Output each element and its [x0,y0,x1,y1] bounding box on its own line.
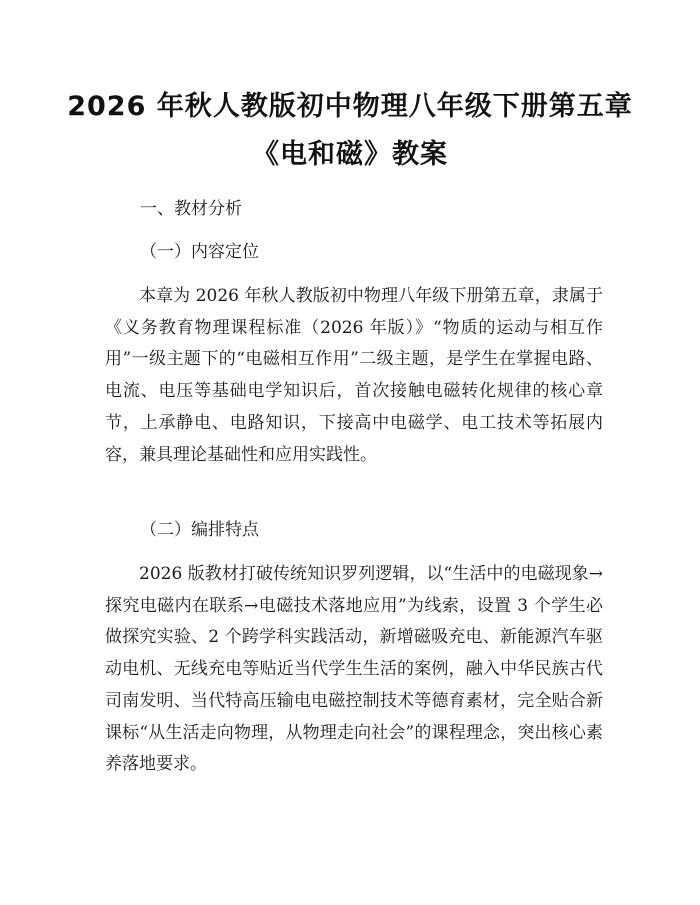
document-title-line2: 《电和磁》教案 [252,139,448,170]
document-title-line1: 2026 年秋人教版初中物理八年级下册第五章 [67,91,633,122]
paragraph-content-positioning: 本章为 2026 年秋人教版初中物理八年级下册第五章，隶属于《义务教育物理课程标准（2026 年版）》“物质的运动与相互作用”一级主题下的“电磁相互作用”二级主题，是学生在掌握电路、电流、电压等基础电学知识后，首次接触电磁转化规律的核心章节，上承静电、电路知识，下接高中电磁学、电工技术等拓展内容，兼具理论基础性和应用实践性。 [105,286,603,465]
paragraph-arrangement-features: 2026 版教材打破传统知识罗列逻辑，以“生活中的电磁现象→探究电磁内在联系→电磁技术落地应用”为线索，设置 3 个学生必做探究实验、2 个跨学科实践活动，新增磁吸充电、新能源汽车驱动电机、无线充电等贴近当代学生生活的案例，融入中华民族古代司南发明、当代特高压输电电磁控制技术等德育素材，完全贴合新课标“从生活走向物理，从物理走向社会”的课程理念，突出核心素养落地要求。 [105,564,603,775]
subsection-heading-content-positioning: （一）内容定位 [140,242,259,262]
section-heading-textbook-analysis: 一、教材分析 [140,199,242,219]
subsection-heading-arrangement-features: （二）编排特点 [140,520,259,540]
